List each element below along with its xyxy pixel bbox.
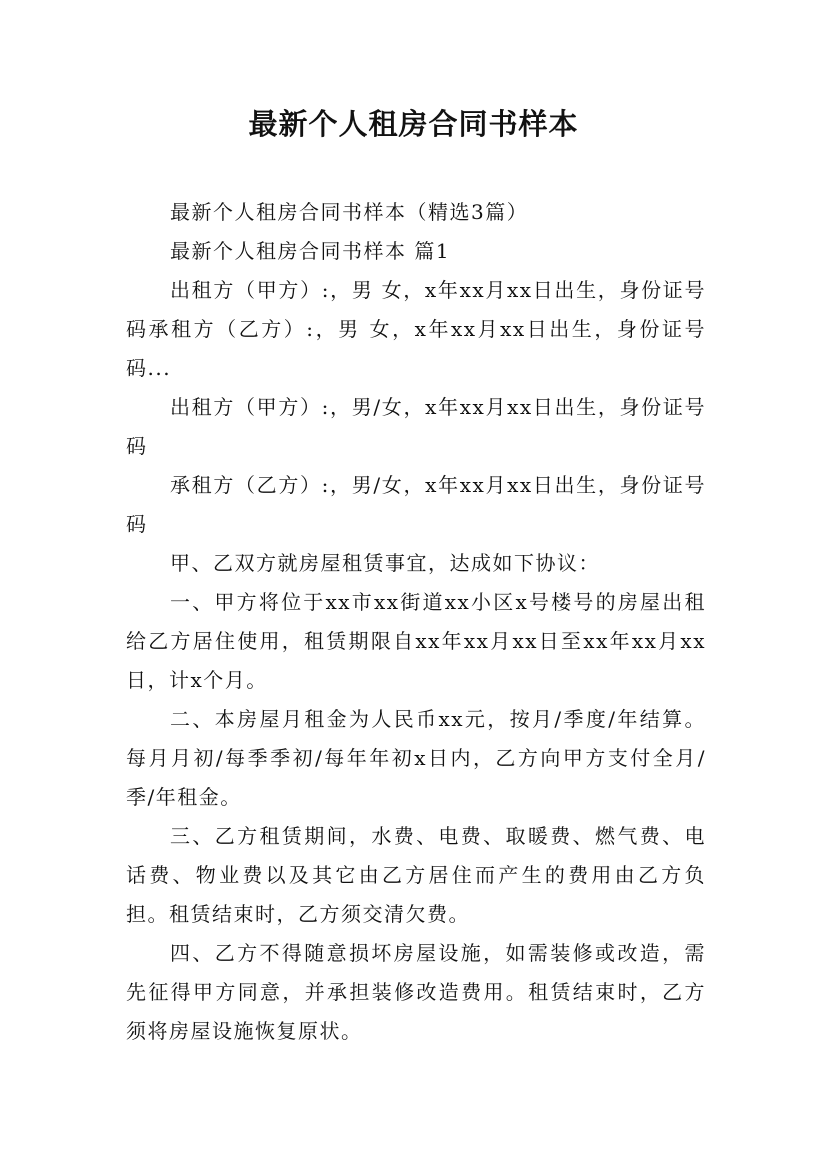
paragraph-clause-2: 二、本房屋月租金为人民币xx元，按月/季度/年结算。每月月初/每季季初/每年年初x日内，乙方向甲方支付全月/季/年租金。 bbox=[126, 707, 706, 809]
document-title: 最新个人租房合同书样本 bbox=[248, 107, 579, 141]
paragraph-lessee: 承租方（乙方）:，男/女，x年xx月xx日出生，身份证号码 bbox=[126, 473, 706, 536]
paragraph-lessor: 出租方（甲方）:，男/女，x年xx月xx日出生，身份证号码 bbox=[126, 395, 706, 458]
paragraph-agreement-intro: 甲、乙双方就房屋租赁事宜，达成如下协议： bbox=[170, 551, 600, 575]
paragraph-clause-3: 三、乙方租赁期间，水费、电费、取暖费、燃气费、电话费、物业费以及其它由乙方居住而产生的费用由乙方负担。租赁结束时，乙方须交清欠费。 bbox=[126, 824, 706, 926]
paragraph-parties-summary: 出租方（甲方）:，男 女，x年xx月xx日出生，身份证号码承租方（乙方）:，男 女，x年xx月xx日出生，身份证号码... bbox=[126, 278, 706, 380]
paragraph-heading: 最新个人租房合同书样本 篇1 bbox=[170, 239, 451, 263]
paragraph-clause-4: 四、乙方不得随意损坏房屋设施，如需装修或改造，需先征得甲方同意，并承担装修改造费用。租赁结束时，乙方须将房屋设施恢复原状。 bbox=[126, 941, 706, 1043]
paragraph-intro: 最新个人租房合同书样本（精选3篇） bbox=[170, 200, 529, 224]
paragraph-clause-1: 一、甲方将位于xx市xx街道xx小区x号楼号的房屋出租给乙方居住使用，租赁期限自xx年xx月xx日至xx年xx月xx日，计x个月。 bbox=[126, 590, 706, 692]
document-body bbox=[126, 193, 706, 1051]
